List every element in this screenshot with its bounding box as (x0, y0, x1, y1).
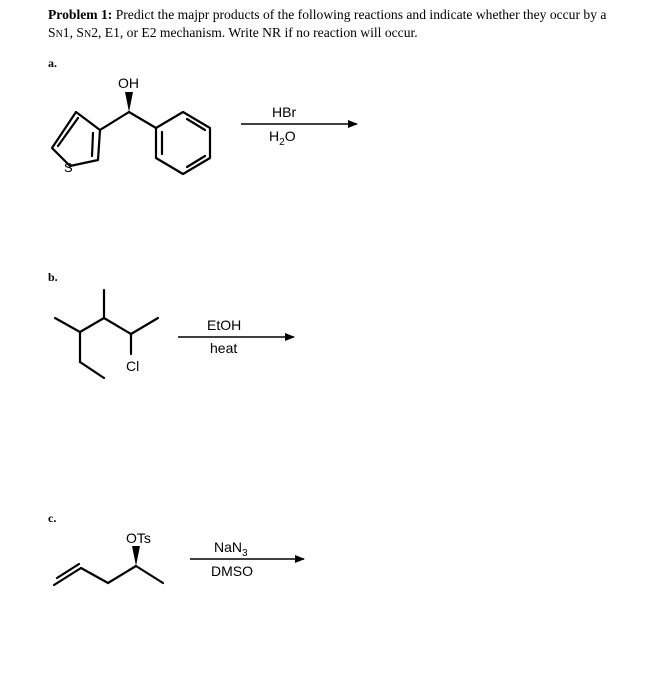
reagent-nan3: NaN$_3$ (214, 539, 248, 559)
bond-ring-to-carbinol (100, 112, 129, 130)
part-b-label: b. (48, 270, 58, 284)
substituent-cl: Cl (126, 358, 140, 374)
bond-carbinol-to-phenyl (129, 112, 156, 128)
substituent-ots: OTs (126, 530, 151, 546)
reagent-etoh: EtOH (207, 317, 242, 333)
problem-number: Problem 1: (48, 7, 113, 22)
molecule-c (54, 564, 163, 585)
part-c-label: c. (48, 511, 57, 525)
reagent-dmso: DMSO (211, 563, 253, 579)
molecule-a (52, 112, 210, 174)
wedge-bond-ots (132, 546, 140, 566)
reagent-water: $H_2O$ (269, 128, 296, 148)
bond-c5-methyl (131, 318, 158, 334)
bond-ethyl (80, 362, 104, 378)
wedge-bond-oh (125, 92, 133, 112)
benzene-ring (156, 112, 210, 174)
problem-text-1: Predict the majpr products of the following reactions and indicate whether they occur by a S (48, 7, 607, 40)
part-a-label: a. (48, 56, 57, 70)
problem-text-2: 1, S (62, 25, 84, 40)
reagent-heat: heat (210, 340, 238, 356)
bond-to-stereocenter (108, 566, 136, 583)
problem-text-3: 2, E1, or E2 mechanism. Write NR if no reaction will occur. (91, 25, 418, 40)
sn1-subscript: N (55, 29, 63, 40)
bond-methyl (136, 566, 163, 583)
bond-to-c5 (104, 318, 131, 334)
bond-c3-methyl (55, 318, 80, 332)
thiophene-double-bond-2 (92, 133, 93, 156)
bond-to-c3 (80, 318, 104, 332)
reagent-hbr: HBr (272, 104, 297, 120)
ring-atom-s: S (64, 160, 73, 175)
substituent-oh: OH (118, 75, 139, 91)
molecule-b (55, 290, 158, 378)
sn2-subscript: N (83, 29, 92, 40)
bond-allyl (81, 568, 108, 583)
